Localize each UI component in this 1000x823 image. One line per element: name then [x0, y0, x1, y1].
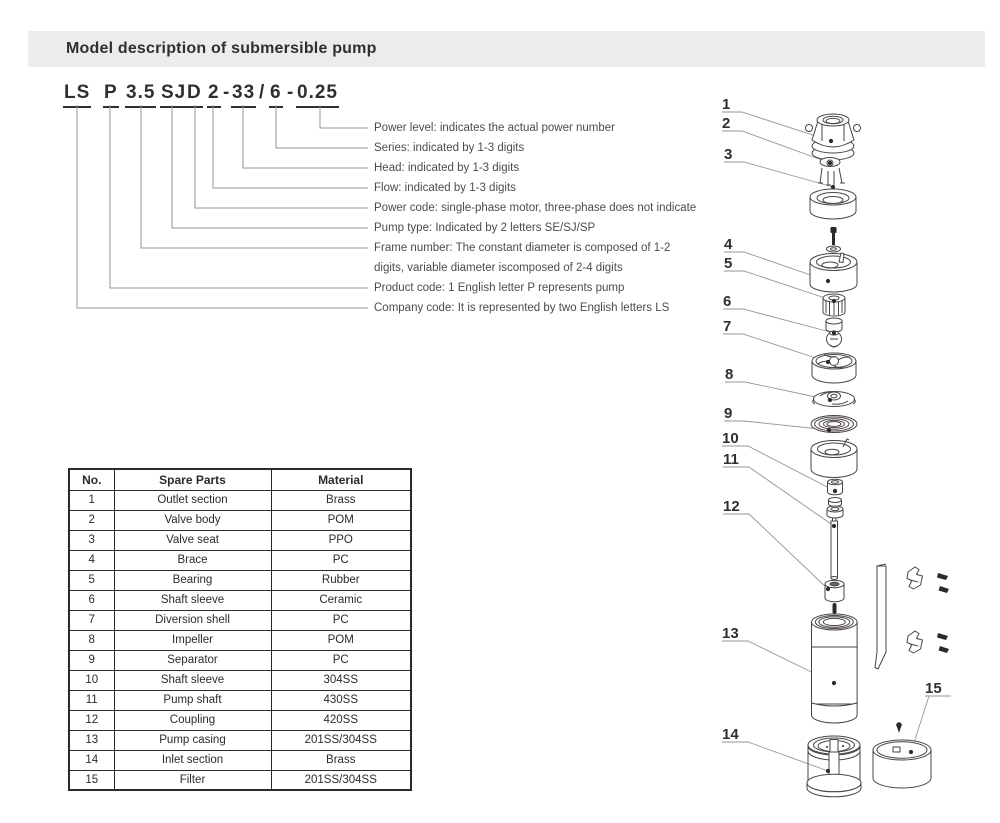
part-label-8: 8	[725, 366, 734, 383]
table-cell: Valve body	[114, 510, 271, 530]
table-row	[69, 690, 411, 710]
table-cell: 430SS	[271, 690, 411, 710]
code-annotation	[374, 218, 595, 238]
table-cell: Valve seat	[114, 530, 271, 550]
part-label-4: 4	[724, 236, 733, 253]
table-cell: 7	[69, 610, 114, 630]
table-cell: Ceramic	[271, 590, 411, 610]
part-label-12: 12	[723, 498, 740, 515]
bolt-drawing	[827, 227, 841, 252]
table-row	[69, 490, 411, 510]
code-annotation	[374, 158, 519, 178]
table-cell: 5	[69, 570, 114, 590]
part-label-10: 10	[722, 430, 739, 447]
part-label-9: 9	[724, 405, 733, 422]
table-cell: 13	[69, 730, 114, 750]
part-label-3: 3	[724, 146, 733, 163]
code-annotation	[374, 198, 696, 218]
table-row	[69, 650, 411, 670]
code-annotation-line: Pump type: Indicated by 2 letters SE/SJ/SP	[374, 222, 596, 234]
brace-drawing	[810, 253, 857, 292]
table-row	[69, 630, 411, 650]
pump-casing-drawing	[812, 614, 858, 723]
table-cell: 4	[69, 550, 114, 570]
code-annotation-line: Company code: It is represented by two English letters LS	[374, 302, 670, 314]
part-label-13: 13	[722, 625, 739, 642]
table-cell: Shaft sleeve	[114, 590, 271, 610]
code-annotation-line: Flow: indicated by 1-3 digits	[374, 182, 516, 194]
page-title: Model description of submersible pump	[66, 40, 377, 57]
section-header	[28, 31, 985, 67]
table-cell: Pump casing	[114, 730, 271, 750]
table-cell: 1	[69, 490, 114, 510]
table-cell: 2	[69, 510, 114, 530]
table-cell: Outlet section	[114, 490, 271, 510]
model-code-segment: LS	[63, 82, 91, 108]
col-header-material: Material	[271, 469, 411, 490]
part-label-11: 11	[723, 451, 739, 468]
table-row	[69, 670, 411, 690]
table-row	[69, 770, 411, 790]
table-row	[69, 530, 411, 550]
part-label-1: 1	[722, 96, 731, 113]
table-cell: Impeller	[114, 630, 271, 650]
code-annotation	[374, 238, 670, 278]
table-row	[69, 750, 411, 770]
table-cell: Separator	[114, 650, 271, 670]
table-cell: PC	[271, 650, 411, 670]
code-annotation-line: Power code: single-phase motor, three-phase does not indicate	[374, 202, 697, 214]
table-cell: PPO	[271, 530, 411, 550]
shaft-sleeve-2-drawing	[827, 479, 843, 518]
table-cell: Brace	[114, 550, 271, 570]
table-cell: POM	[271, 630, 411, 650]
model-code-segment: D	[186, 82, 203, 108]
model-code-segment: -	[223, 82, 231, 103]
code-annotation-line: Series: indicated by 1-3 digits	[374, 142, 525, 154]
table-cell: PC	[271, 550, 411, 570]
table-cell: Rubber	[271, 570, 411, 590]
table-header-row	[69, 469, 411, 490]
code-annotation-line: Product code: 1 English letter P represents pump	[374, 282, 625, 294]
table-cell: 8	[69, 630, 114, 650]
table-row	[69, 510, 411, 530]
part-label-6: 6	[723, 293, 732, 310]
table-cell: POM	[271, 510, 411, 530]
parts-table	[68, 468, 412, 791]
table-cell: 9	[69, 650, 114, 670]
valve-seat-drawing	[810, 189, 856, 219]
table-cell: 3	[69, 530, 114, 550]
coupling-drawing	[825, 580, 844, 614]
code-annotation-line: Head: indicated by 1-3 digits	[374, 162, 520, 174]
code-annotation	[374, 278, 624, 298]
part-label-7: 7	[723, 318, 732, 335]
part-label-2: 2	[722, 115, 731, 132]
model-code-segment: SJ	[160, 82, 187, 108]
code-annotation-line: Power level: indicates the actual power number	[374, 122, 615, 134]
clip-drawing	[907, 567, 923, 653]
table-cell: 10	[69, 670, 114, 690]
part-label-5: 5	[724, 255, 733, 272]
table-cell: 15	[69, 770, 114, 790]
model-code-segment: P	[103, 82, 119, 108]
table-cell: Inlet section	[114, 750, 271, 770]
screws-drawing	[896, 573, 949, 733]
table-cell: 201SS/304SS	[271, 770, 411, 790]
bearing-drawing	[823, 294, 845, 316]
table-cell: 14	[69, 750, 114, 770]
table-cell: 12	[69, 710, 114, 730]
table-row	[69, 550, 411, 570]
model-code-segment: -	[287, 82, 295, 103]
table-cell: 420SS	[271, 710, 411, 730]
model-code-segment: 0.25	[296, 82, 339, 108]
table-row	[69, 590, 411, 610]
table-cell: Brass	[271, 750, 411, 770]
table-cell: PC	[271, 610, 411, 630]
part-label-14: 14	[722, 726, 739, 743]
impeller-drawing	[812, 353, 856, 383]
cable-guard-drawing	[875, 564, 886, 669]
table-cell: Pump shaft	[114, 690, 271, 710]
model-code-segment: 3.5	[125, 82, 156, 108]
table-cell: 201SS/304SS	[271, 730, 411, 750]
diffuser-drawing	[813, 392, 856, 407]
outlet-section-drawing	[806, 114, 861, 160]
code-annotation	[374, 178, 516, 198]
code-annotation	[374, 298, 669, 318]
table-cell: 6	[69, 590, 114, 610]
code-annotation-line: digits, variable diameter iscomposed of 2-4 digits	[374, 262, 623, 274]
col-header-spare-parts: Spare Parts	[114, 469, 271, 490]
table-row	[69, 710, 411, 730]
table-row	[69, 610, 411, 630]
model-code-segment: 2	[207, 82, 221, 108]
part-label-15: 15	[925, 680, 942, 697]
model-code-segment: 33	[231, 82, 256, 108]
table-cell: 11	[69, 690, 114, 710]
model-code-segment: 6	[269, 82, 283, 108]
table-cell: Coupling	[114, 710, 271, 730]
code-annotation-line: Frame number: The constant diameter is composed of 1-2	[374, 242, 671, 254]
separator-drawing	[811, 416, 857, 433]
pump-exploded-diagram	[700, 85, 1000, 823]
table-cell: Bearing	[114, 570, 271, 590]
table-cell: Diversion shell	[114, 610, 271, 630]
code-annotation	[374, 138, 524, 158]
table-cell: 304SS	[271, 670, 411, 690]
table-cell: Shaft sleeve	[114, 670, 271, 690]
filter-drawing	[873, 740, 931, 788]
table-row	[69, 730, 411, 750]
table-row	[69, 570, 411, 590]
model-code-segment: /	[259, 82, 266, 103]
table-cell: Brass	[271, 490, 411, 510]
code-annotation	[374, 118, 615, 138]
diversion-shell-drawing	[811, 439, 857, 478]
table-cell: Filter	[114, 770, 271, 790]
col-header-no: No.	[69, 469, 114, 490]
